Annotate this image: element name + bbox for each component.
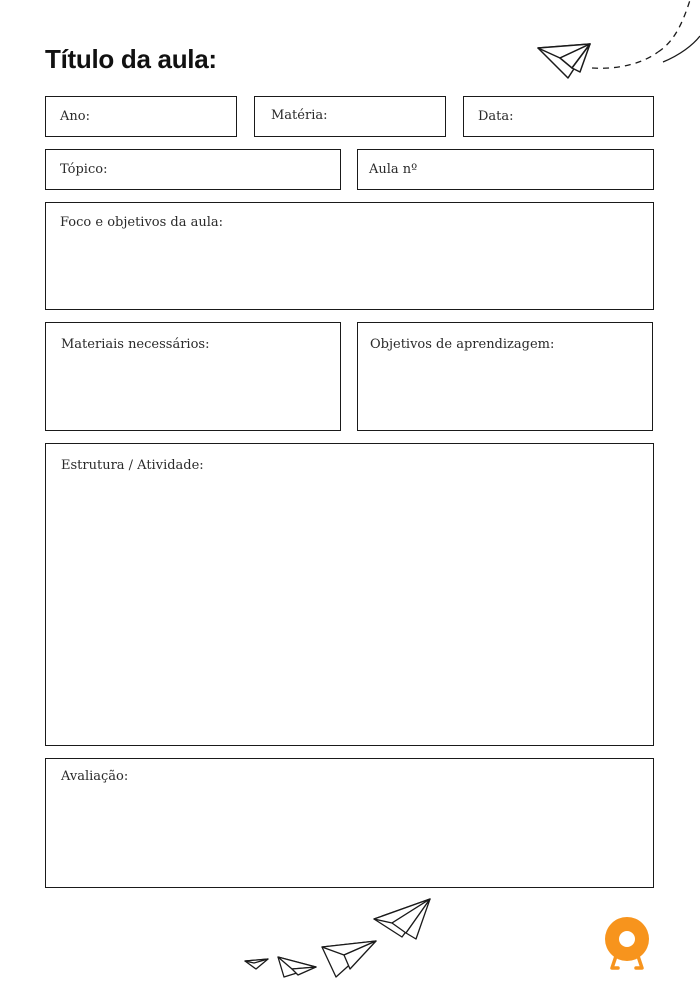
avaliacao-field[interactable] (45, 758, 654, 888)
paper-planes-icon (240, 895, 440, 980)
materiais-field[interactable] (45, 322, 341, 431)
topico-field[interactable] (45, 149, 341, 190)
aula-numero-label: Aula nº (369, 162, 418, 177)
topico-label: Tópico: (60, 162, 108, 177)
estrutura-atividade-label: Estrutura / Atividade: (61, 458, 204, 473)
paper-plane-icon (530, 0, 700, 90)
objetivos-aprendizagem-field[interactable] (357, 322, 653, 431)
foco-objetivos-label: Foco e objetivos da aula: (60, 215, 224, 230)
avaliacao-label: Avaliação: (61, 769, 129, 784)
materia-label: Matéria: (271, 108, 328, 123)
materiais-label: Materiais necessários: (61, 337, 210, 352)
data-field[interactable] (463, 96, 654, 137)
page-title: Título da aula: (45, 44, 217, 74)
brand-logo-icon (602, 916, 652, 972)
estrutura-atividade-field[interactable] (45, 443, 654, 746)
objetivos-aprendizagem-label: Objetivos de aprendizagem: (370, 337, 555, 352)
data-label: Data: (478, 109, 514, 124)
foco-objetivos-field[interactable] (45, 202, 654, 310)
aula-numero-field[interactable] (357, 149, 654, 190)
ano-field[interactable] (45, 96, 237, 137)
materia-field[interactable] (254, 96, 446, 137)
ano-label: Ano: (60, 109, 90, 124)
